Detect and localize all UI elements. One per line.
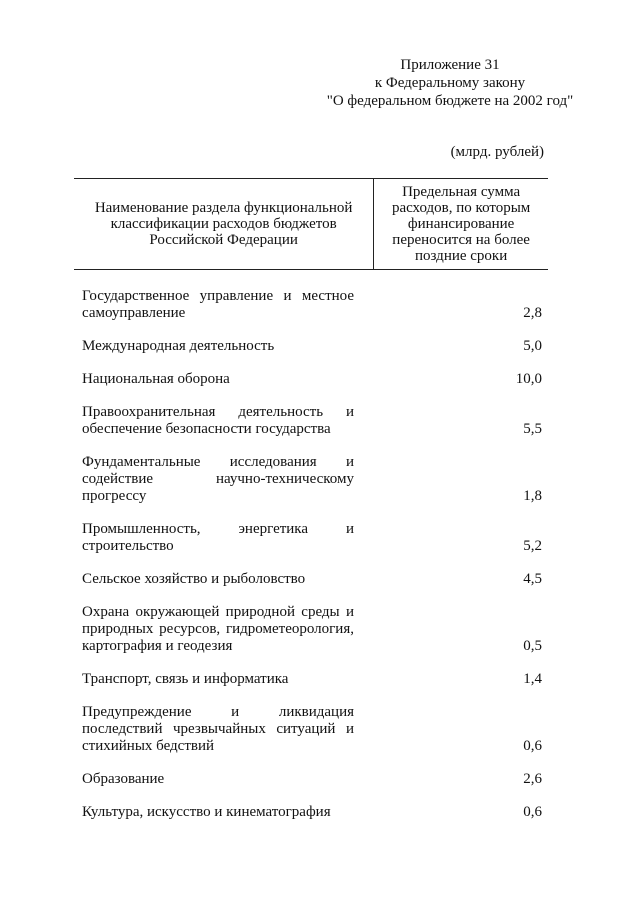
table-row xyxy=(82,771,542,788)
table-row xyxy=(82,521,542,555)
table-row xyxy=(82,571,542,588)
amount-value: 0,5 xyxy=(523,638,542,654)
section-name-line: Промышленность, энергетика и xyxy=(82,521,354,537)
amount-value: 2,8 xyxy=(523,305,542,321)
amount-value: 10,0 xyxy=(515,371,542,387)
table-row xyxy=(82,704,542,755)
section-name-line: строительство xyxy=(82,538,174,554)
section-name xyxy=(82,454,354,505)
section-name-line: стихийных бедствий xyxy=(82,738,215,754)
section-name xyxy=(82,404,354,438)
section-name xyxy=(82,671,354,688)
section-name-line: Сельское хозяйство и рыболовство xyxy=(82,571,306,587)
amount-value: 5,2 xyxy=(523,538,542,554)
column-header-amount: Предельная сумма расходов, по которым финансирование переносится на более поздние сроки xyxy=(374,179,548,270)
section-name-line: картография и геодезия xyxy=(82,638,233,654)
section-name-line: прогрессу xyxy=(82,488,147,504)
section-name-line: последствий чрезвычайных ситуаций и xyxy=(82,721,354,737)
table-row xyxy=(82,288,542,322)
expense-list xyxy=(82,288,542,837)
section-name-line: Транспорт, связь и информатика xyxy=(82,671,289,687)
section-name xyxy=(82,604,354,655)
section-name-line: самоуправление xyxy=(82,305,186,321)
section-name-line: Охрана окружающей природной среды и xyxy=(82,604,354,620)
table-row xyxy=(82,454,542,505)
amount-value: 0,6 xyxy=(523,738,542,754)
table-row xyxy=(82,371,542,388)
section-name-line: Правоохранительная деятельность и xyxy=(82,404,354,420)
section-name xyxy=(82,288,354,322)
section-name xyxy=(82,771,354,788)
appendix-header xyxy=(300,56,600,110)
section-name xyxy=(82,571,354,588)
law-title: "О федеральном бюджете на 2002 год" xyxy=(326,93,574,109)
section-name-line: природных ресурсов, гидрометеорология, xyxy=(82,621,354,637)
section-name-line: Фундаментальные исследования и xyxy=(82,454,354,470)
section-name-line: содействие научно-техническому xyxy=(82,471,354,487)
section-name xyxy=(82,338,354,355)
amount-value: 4,5 xyxy=(523,571,542,587)
amount-value: 1,8 xyxy=(523,488,542,504)
amount-value: 0,6 xyxy=(523,804,542,820)
section-name-line: Образование xyxy=(82,771,165,787)
section-name xyxy=(82,704,354,755)
table-header xyxy=(74,178,548,270)
amount-value: 5,5 xyxy=(523,421,542,437)
section-name-line: Национальная оборона xyxy=(82,371,230,387)
table-row xyxy=(82,404,542,438)
table-row xyxy=(82,604,542,655)
column-header-name: Наименование раздела функциональной классификации расходов бюджетов Российской Федерации xyxy=(94,200,353,248)
section-name xyxy=(82,521,354,555)
units-label: (млрд. рублей) xyxy=(450,144,544,160)
section-name-line: Предупреждение и ликвидация xyxy=(82,704,354,720)
table-row xyxy=(82,671,542,688)
table-row xyxy=(82,804,542,821)
amount-value: 1,4 xyxy=(523,671,542,687)
section-name-line: Государственное управление и местное xyxy=(82,288,354,304)
amount-value: 2,6 xyxy=(523,771,542,787)
section-name xyxy=(82,371,354,388)
section-name-line: Международная деятельность xyxy=(82,338,275,354)
appendix-number: Приложение 31 xyxy=(400,57,500,73)
law-reference: к Федеральному закону xyxy=(374,75,526,91)
amount-value: 5,0 xyxy=(523,338,542,354)
section-name xyxy=(82,804,354,821)
section-name-line: Культура, искусство и кинематография xyxy=(82,804,331,820)
table-row xyxy=(82,338,542,355)
section-name-line: обеспечение безопасности государства xyxy=(82,421,331,437)
